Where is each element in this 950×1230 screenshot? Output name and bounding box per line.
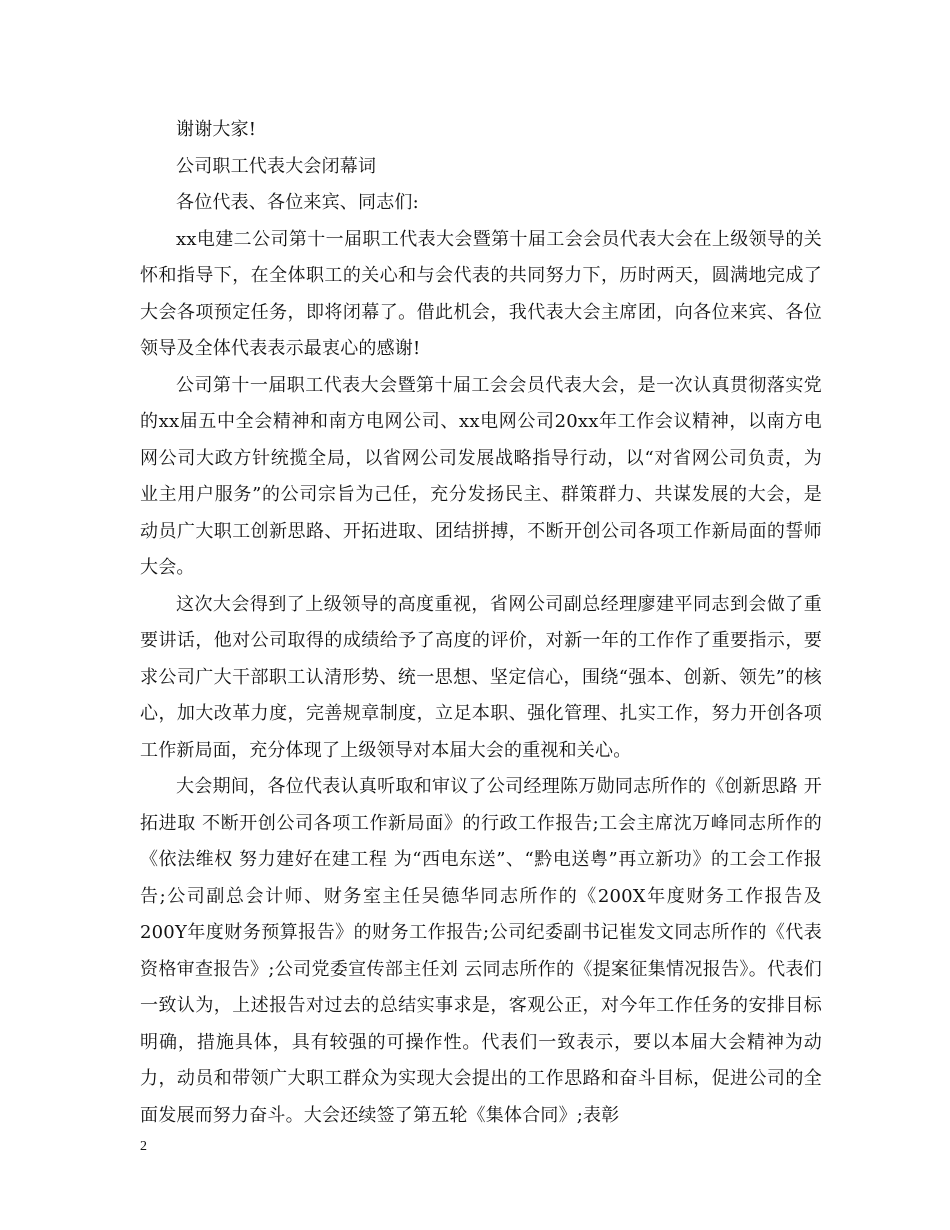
paragraph-leadership-attention: 这次大会得到了上级领导的高度重视，省网公司副总经理廖建平同志到会做了重要讲话，他对公司取得的成绩给予了高度的评价，对新一年的工作作了重要指示，要求公司广大干部职工认清形势、统一思想、坚定信心，围绕“强本、创新、领先”的核心，加大改革力度，完善规章制度，立足本职、强化管理、扎实工作，努力开创各项工作新局面，充分体现了上级领导对本届大会的重视和关心。: [140, 593, 822, 761]
paragraph-opening: xx电建二公司第十一届职工代表大会暨第十届工会会员代表大会在上级领导的关怀和指导下，在全体职工的关心和与会代表的共同努力下，历时两天，圆满地完成了大会各项预定任务，即将闭幕了。借此机会，我代表大会主席团，向各位来宾、各位领导及全体代表表示最衷心的感谢!: [140, 228, 822, 359]
page-number: 2: [140, 1139, 147, 1154]
paragraph-thanks: 谢谢大家!: [176, 119, 257, 140]
paragraph-salutation: 各位代表、各位来宾、同志们:: [176, 192, 419, 213]
paragraph-reports-reviewed: 大会期间，各位代表认真听取和审议了公司经理陈万勋同志所作的《创新思路 开拓进取 不断开创公司各项工作新局面》的行政工作报告;工会主席沈万峰同志所作的《依法维权 努力建好在建工程 为“西电东送”、“黔电送粤”再立新功》的工会工作报告;公司副总会计师、财务室主任吴德华同志所作的《200X年度财务工作报告及200Y年度财务预算报告》的财务工作报告;公司纪委副书记崔发文同志所作的《代表资格审查报告》;公司党委宣传部主任刘 云同志所作的《提案征集情况报告》。代表们一致认为，上述报告对过去的总结实事求是，客观公正，对今年工作任务的安排目标明确，措施具体，具有较强的可操作性。代表们一致表示，要以本届大会精神为动力，动员和带领广大职工群众为实现大会提出的工作思路和奋斗目标，促进公司的全面发展而努力奋斗。大会还续签了第五轮《集体合同》;表彰: [140, 776, 822, 1126]
paragraph-title: 公司职工代表大会闭幕词: [176, 155, 377, 177]
paragraph-meeting-nature: 公司第十一届职工代表大会暨第十届工会会员代表大会，是一次认真贯彻落实党的xx届五中全会精神和南方电网公司、xx电网公司20xx年工作会议精神，以南方电网公司大政方针统揽全局，以省网公司发展战略指导行动，以“对省网公司负责，为业主用户服务”的公司宗旨为己任，充分发扬民主、群策群力、共谋发展的大会，是动员广大职工创新思路、开拓进取、团结拼搏，不断开创公司各项工作新局面的誓师大会。: [140, 374, 822, 578]
document-body: [140, 112, 822, 1134]
